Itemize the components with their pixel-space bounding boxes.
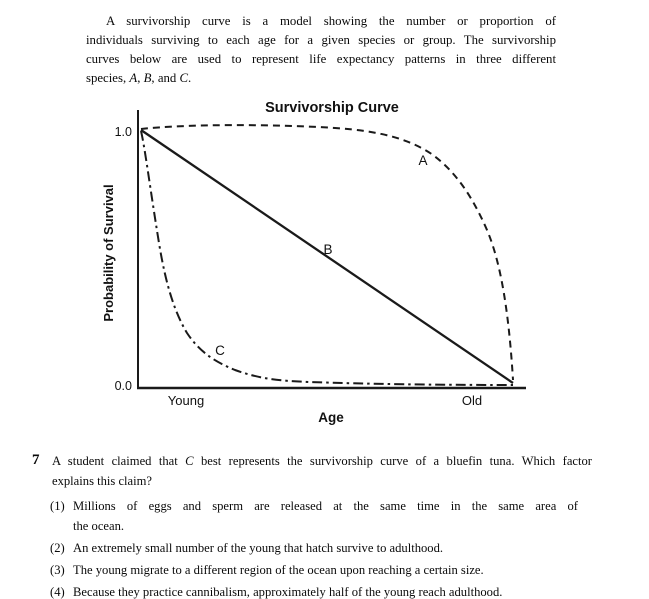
chart-title: Survivorship Curve	[265, 100, 399, 116]
species-a-italic: A	[129, 71, 138, 85]
answer-options	[50, 497, 585, 599]
y-tick-1.0: 1.0	[114, 125, 132, 139]
intro-line-2: individuals surviving to each age for a given species or group. The survivorship	[86, 33, 556, 47]
option-3	[50, 561, 585, 581]
option-3-number: (3)	[50, 562, 65, 577]
intro-paragraph	[86, 12, 556, 88]
option-1-number: (1)	[50, 499, 65, 513]
option-2-text: An extremely small number of the young that hatch survive to adulthood.	[73, 540, 444, 555]
species-c-italic: C	[179, 71, 189, 85]
option-3-text: The young migrate to a different region of the ocean upon reaching a certain size.	[73, 562, 484, 577]
option-1	[50, 497, 585, 536]
y-tick-0.0: 0.0	[114, 379, 132, 393]
option-2-number: (2)	[50, 540, 65, 555]
curve-c-reference-italic: C	[185, 454, 194, 468]
y-axis-label: Probability of Survival	[101, 184, 116, 322]
x-tick-old: Old	[461, 393, 483, 408]
curve-c-label: C	[215, 343, 225, 358]
question-text-line-1: A student claimed that C best represents the survivorship curve of a bluefin tuna. Which factor	[52, 454, 592, 468]
option-2	[50, 539, 585, 559]
option-4-number: (4)	[50, 584, 65, 599]
option-1-text-line-2: the ocean.	[73, 518, 125, 533]
intro-line-3: curves below are used to represent life expectancy patterns in three different	[86, 52, 556, 66]
option-1-text-line-1: Millions of eggs and sperm are released at the same time in the same area of	[73, 499, 578, 513]
x-axis-label: Age	[318, 410, 344, 425]
option-4-text: Because they practice cannibalism, approximately half of the young reach adulthood.	[73, 584, 503, 599]
curve-b-label: B	[323, 242, 333, 257]
species-b-italic: B	[143, 71, 152, 85]
question-7	[30, 452, 592, 599]
option-4	[50, 583, 585, 599]
question-text-line-2: explains this claim?	[52, 473, 153, 488]
question-number: 7	[32, 452, 40, 468]
curve-a-label: A	[418, 153, 428, 168]
intro-line-1: A survivorship curve is a model showing the number or proportion of	[106, 14, 556, 28]
survivorship-chart	[95, 93, 540, 435]
x-tick-young: Young	[167, 393, 205, 408]
intro-line-4: species, A, B, and C.	[86, 71, 192, 85]
